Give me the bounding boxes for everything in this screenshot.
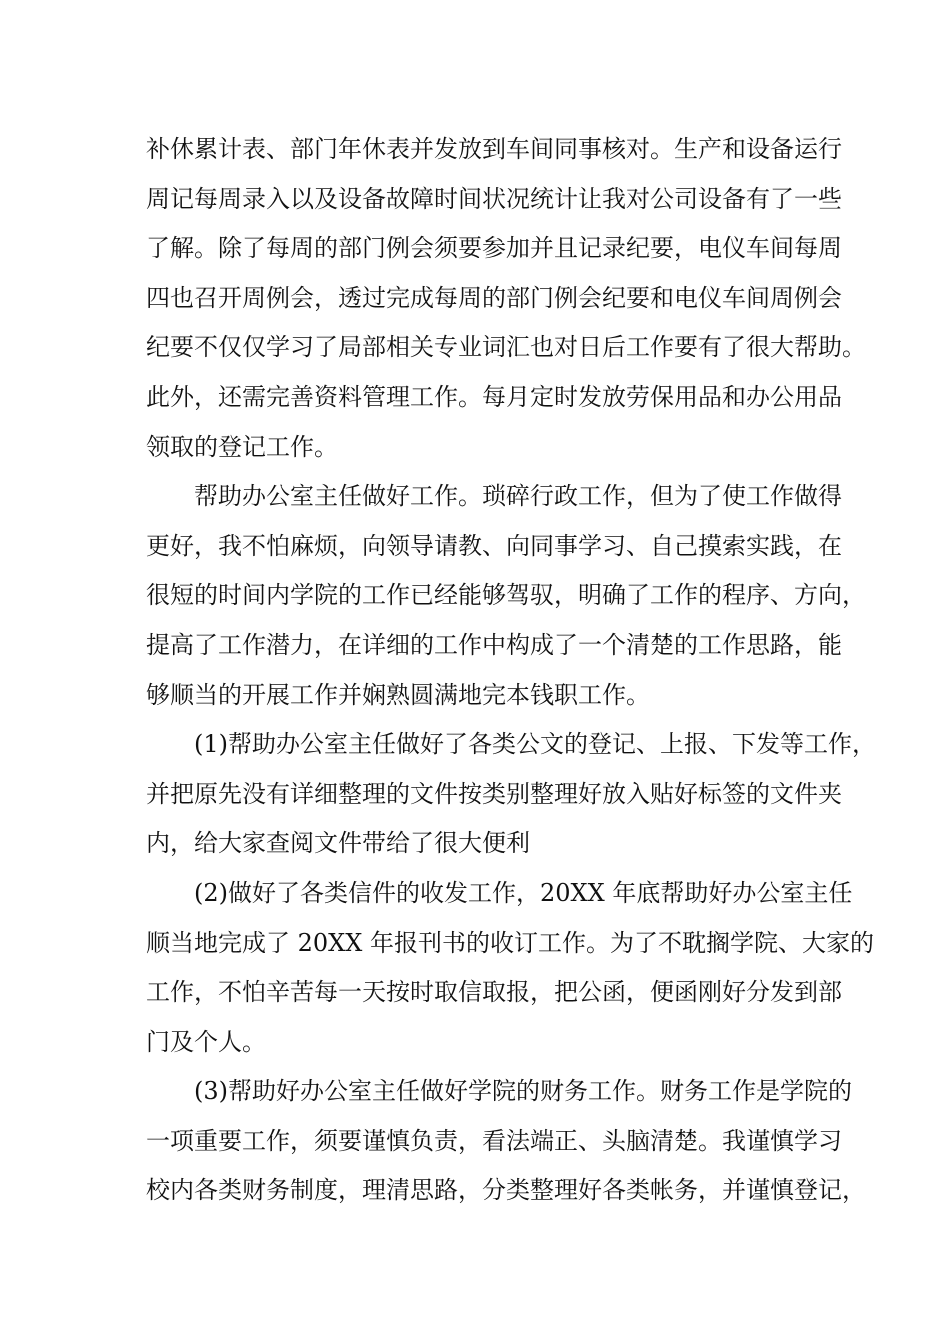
text-line: 周记每周录入以及设备故障时间状况统计让我对公司设备有了一些 bbox=[146, 184, 842, 213]
text-line: 校内各类财务制度，理清思路，分类整理好各类帐务，并谨慎登记， bbox=[146, 1176, 866, 1205]
text-line: 领取的登记工作。 bbox=[146, 432, 338, 461]
text-line: 四也召开周例会，透过完成每周的部门例会纪要和电仪车间周例会 bbox=[146, 283, 842, 312]
text-line: 纪要不仅仅学习了局部相关专业词汇也对日后工作要有了很大帮助。 bbox=[146, 333, 866, 362]
text-line: 了解。除了每周的部门例会须要参加并且记录纪要，电仪车间每周 bbox=[146, 234, 842, 263]
paragraph-first-line: (3)帮助好办公室主任做好学院的财务工作。财务工作是学院的 bbox=[194, 1077, 852, 1106]
text-line: 够顺当的开展工作并娴熟圆满地完本钱职工作。 bbox=[146, 680, 650, 709]
paragraph-first-line: (2)做好了各类信件的收发工作，20XX 年底帮助好办公室主任 bbox=[194, 878, 853, 907]
text-line: 此外，还需完善资料管理工作。每月定时发放劳保用品和办公用品 bbox=[146, 382, 842, 411]
document-body bbox=[146, 125, 876, 1216]
text-line: 顺当地完成了 20XX 年报刊书的收订工作。为了不耽搁学院、大家的 bbox=[146, 928, 874, 957]
text-line: 很短的时间内学院的工作已经能够驾驭，明确了工作的程序、方向， bbox=[146, 581, 866, 610]
paragraph-first-line: (1)帮助办公室主任做好了各类公文的登记、上报、下发等工作， bbox=[194, 730, 876, 759]
text-line: 内，给大家查阅文件带给了很大便利 bbox=[146, 829, 530, 858]
text-line: 门及个人。 bbox=[146, 1027, 266, 1056]
text-line: 补休累计表、部门年休表并发放到车间同事核对。生产和设备运行 bbox=[146, 135, 842, 163]
text-line: 并把原先没有详细整理的文件按类别整理好放入贴好标签的文件夹 bbox=[146, 779, 842, 808]
text-line: 工作，不怕辛苦每一天按时取信取报，把公函，便函刚好分发到部 bbox=[146, 978, 842, 1007]
paragraph-first-line: 帮助办公室主任做好工作。琐碎行政工作，但为了使工作做得 bbox=[194, 482, 842, 511]
text-line: 一项重要工作，须要谨慎负责，看法端正、头脑清楚。我谨慎学习 bbox=[146, 1126, 842, 1155]
text-line: 更好，我不怕麻烦，向领导请教、向同事学习、自己摸索实践，在 bbox=[146, 531, 842, 560]
text-line: 提高了工作潜力，在详细的工作中构成了一个清楚的工作思路，能 bbox=[146, 630, 842, 659]
